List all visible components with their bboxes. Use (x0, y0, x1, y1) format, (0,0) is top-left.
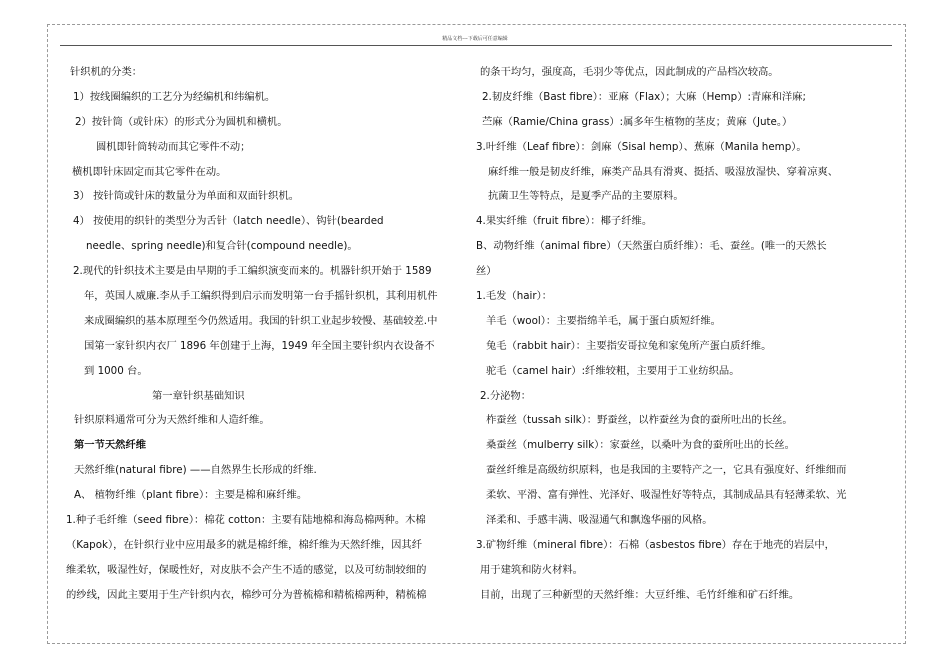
text-line: 3.叶纤维（Leaf fibre）：剑麻（Sisal hemp）、蕉麻（Manila hemp）。 (476, 140, 807, 153)
text-line: 4） 按使用的织针的类型分为舌针（latch needle）、钩针(bearded (73, 215, 384, 228)
header-note: 精品文档---下载后可任意编辑 (442, 36, 508, 42)
text-line: 到 1000 台。 (84, 364, 148, 377)
text-line: 针织原料通常可分为天然纤维和人造纤维。 (74, 414, 270, 427)
text-line: 麻纤维一般是韧皮纤维，麻类产品具有滑爽、挺括、吸湿放湿快、穿着凉爽、 (488, 165, 839, 178)
text-line: 用于建筑和防火材料。 (480, 563, 583, 576)
text-line: 泽柔和、手感丰满、吸湿通气和飘逸华丽的风格。 (486, 514, 713, 527)
left-column (64, 60, 474, 608)
right-column (476, 60, 896, 608)
text-line: 兔毛（rabbit hair）：主要指安哥拉兔和家兔所产蛋白质纤维。 (486, 339, 772, 352)
text-line: 的纱线，因此主要用于生产针织内衣，棉纱可分为普梳棉和精梳棉两种，精梳棉 (66, 588, 427, 601)
text-line: 桑蚕丝（mulberry silk）：家蚕丝，以桑叶为食的蚕所吐出的长丝。 (486, 439, 795, 452)
text-line: 1.种子毛纤维（seed fibre）：棉花 cotton：主要有陆地棉和海岛棉两种。木棉 (66, 514, 426, 527)
text-line: 2.现代的针织技术主要是由早期的手工编织演变而来的。机器针织开始于 1589 (73, 265, 432, 278)
text-line: 羊毛（wool）：主要指绵羊毛，属于蛋白质短纤维。 (486, 314, 721, 327)
text-line: 圆机即针筒转动而其它零件不动； (96, 140, 251, 153)
text-line: 维柔软，吸湿性好，保暖性好，对皮肤不会产生不适的感觉，以及可纺制较细的 (66, 563, 427, 576)
text-line: 苎麻（Ramie/China grass）:属多年生植物的茎皮；黄麻（Jute。） (482, 115, 793, 128)
text-line: 的条干均匀，强度高，毛羽少等优点，因此制成的产品档次较高。 (480, 66, 779, 78)
text-line: 2.韧皮纤维（Bast fibre）：亚麻（Flax）；大麻（Hemp）:青麻和洋麻; (482, 90, 806, 103)
text-line: 3.矿物纤维（mineral fibre）：石棉（asbestos fibre）存在于地壳的岩层中， (476, 538, 835, 551)
text-line: 目前，出现了三种新型的天然纤维：大豆纤维、毛竹纤维和矿石纤维。 (480, 588, 800, 601)
text-line: 天然纤维(natural fibre) ——自然界生长形成的纤维. (74, 464, 317, 477)
text-line: 蚕丝纤维是高级纺织原料，也是我国的主要特产之一，它具有强度好、纤维细而 (486, 464, 847, 477)
text-line: （Kapok），在针织行业中应用最多的就是棉纤维，棉纤维为天然纤维，因其纤 (66, 538, 423, 551)
text-line: needle、spring needle)和复合针(compound needle)。 (86, 240, 358, 253)
text-line: 第一章针织基础知识 (152, 389, 245, 402)
text-line: 2）按针筒（或针床）的形式分为圆机和横机。 (75, 115, 288, 128)
text-line: 3） 按针筒或针床的数量分为单面和双面针织机。 (73, 190, 300, 203)
text-line: 针织机的分类： (70, 66, 143, 78)
text-line: 抗菌卫生等特点，是夏季产品的主要原料。 (488, 190, 684, 203)
text-line: 柔软、平滑、富有弹性、光泽好、吸湿性好等特点，其制成品具有轻薄柔软、光 (486, 489, 847, 502)
text-line: 柞蚕丝（tussah silk）：野蚕丝，以柞蚕丝为食的蚕所吐出的长丝。 (486, 414, 793, 427)
text-line: 4.果实纤维（fruit fibre）：椰子纤维。 (476, 215, 653, 228)
header-rule (60, 45, 892, 46)
text-line: 第一节天然纤维 (74, 439, 147, 452)
text-line: 国第一家针织内衣厂 1896 年创建于上海，1949 年全国主要针织内衣设备不 (84, 339, 435, 352)
text-line: 1）按线圈编织的工艺分为经编机和纬编机。 (73, 90, 276, 103)
text-line: 2.分泌物： (480, 389, 532, 402)
text-line: 横机即针床固定而其它零件在动。 (72, 165, 227, 178)
text-line: 年，英国人威廉.李从手工编织得到启示而发明第一台手摇针织机，其利用机件 (84, 290, 438, 303)
text-line: A、 植物纤维（plant fibre）：主要是棉和麻纤维。 (74, 489, 308, 502)
text-line: 来成圈编织的基本原理至今仍然适用。我国的针织工业起步较慢、基础较差.中 (84, 314, 438, 327)
text-line: B、动物纤维（animal fibre）（天然蛋白质纤维）：毛、蚕丝。(唯一的天然长 (476, 240, 827, 253)
text-line: 1.毛发（hair）： (476, 290, 553, 303)
text-line: 驼毛（camel hair）:纤维较粗，主要用于工业纺织品。 (486, 364, 740, 377)
text-line: 丝） (476, 265, 497, 278)
